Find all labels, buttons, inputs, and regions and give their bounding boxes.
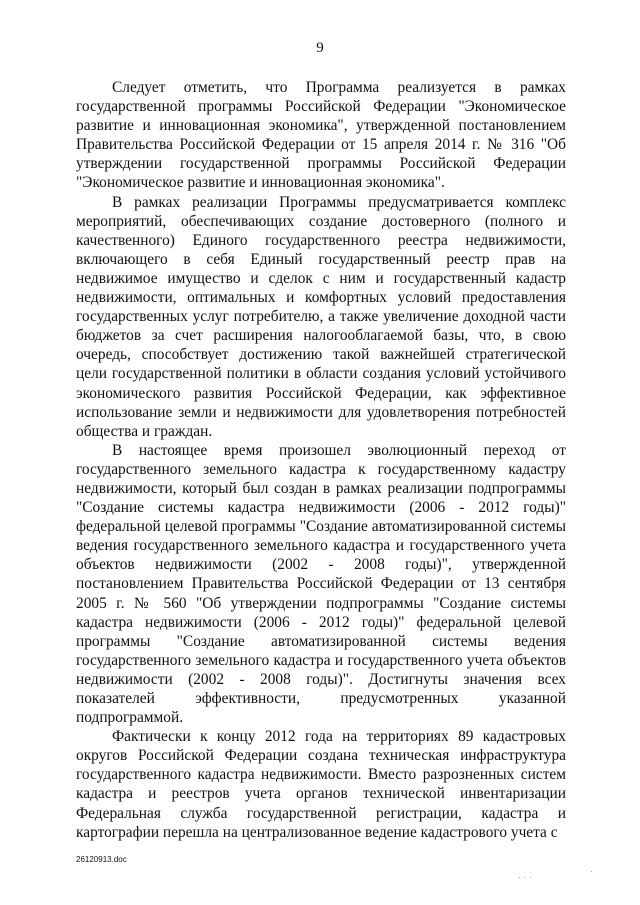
paragraph: В настоящее время произошел эволюционный переход от государственного земельного кадастра к государственному кадастру недвижимости, который был создан в рамках реализации подпрограммы "Создание системы кадастра недвижимости (2006 - 2012 годы)" федеральной целевой программы "Создание автоматизированной системы ведения государственного земельного кадастра и государственного учета объектов недвижимости (2002 - 2008 годы)", утвержденной постановлением Правительства Российской Федерации от 13 сентября 2005 г. № 560 "Об утверждении подпрограммы "Создание системы кадастра недвижимости (2006 - 2012 годы)" федеральной целевой программы "Создание автоматизированной системы ведения государственного земельного кадастра и государственного учета объектов недвижимости (2002 - 2008 годы)". Достигнуты значения всех показателей эффективности, предусмотренных указанной подпрограммой. — [76, 441, 566, 727]
scan-artifact: · · · — [518, 872, 532, 882]
document-body — [76, 78, 566, 842]
footer-filename: 26120913.doc — [76, 855, 127, 864]
paragraph: В рамках реализации Программы предусматривается комплекс мероприятий, обеспечивающих создание достоверного (полного и качественного) Единого государственного реестра недвижимости, включающего в себя Единый государственный реестр прав на недвижимое имущество и сделок с ним и государственный кадастр недвижимости, оптимальных и комфортных условий предоставления государственных услуг потребителю, а также увеличение доходной части бюджетов за счет расширения налогооблагаемой базы, что, в свою очередь, способствует достижению такой важнейшей стратегической цели государственной политики в области создания условий устойчивого экономического развития Российской Федерации, как эффективное использование земли и недвижимости для удовлетворения потребностей общества и граждан. — [76, 193, 566, 440]
paragraph: Фактически к концу 2012 года на территориях 89 кадастровых округов Российской Федерации создана техническая инфраструктура государственного кадастра недвижимости. Вместо разрозненных систем кадастра и реестров учета органов технической инвентаризации Федеральная служба государственной регистрации, кадастра и картографии перешла на централизованное ведение кадастрового учета с — [76, 728, 566, 841]
scan-artifact: · — [590, 866, 593, 876]
paragraph: Следует отметить, что Программа реализуется в рамках государственной программы Российской Федерации "Экономическое развитие и инновационная экономика", утвержденной постановлением Правительства Российской Федерации от 15 апреля 2014 г. № 316 "Об утверждении государственной программы Российской Федерации "Экономическое развитие и инновационная экономика". — [76, 79, 566, 192]
page-number: 9 — [316, 40, 324, 56]
